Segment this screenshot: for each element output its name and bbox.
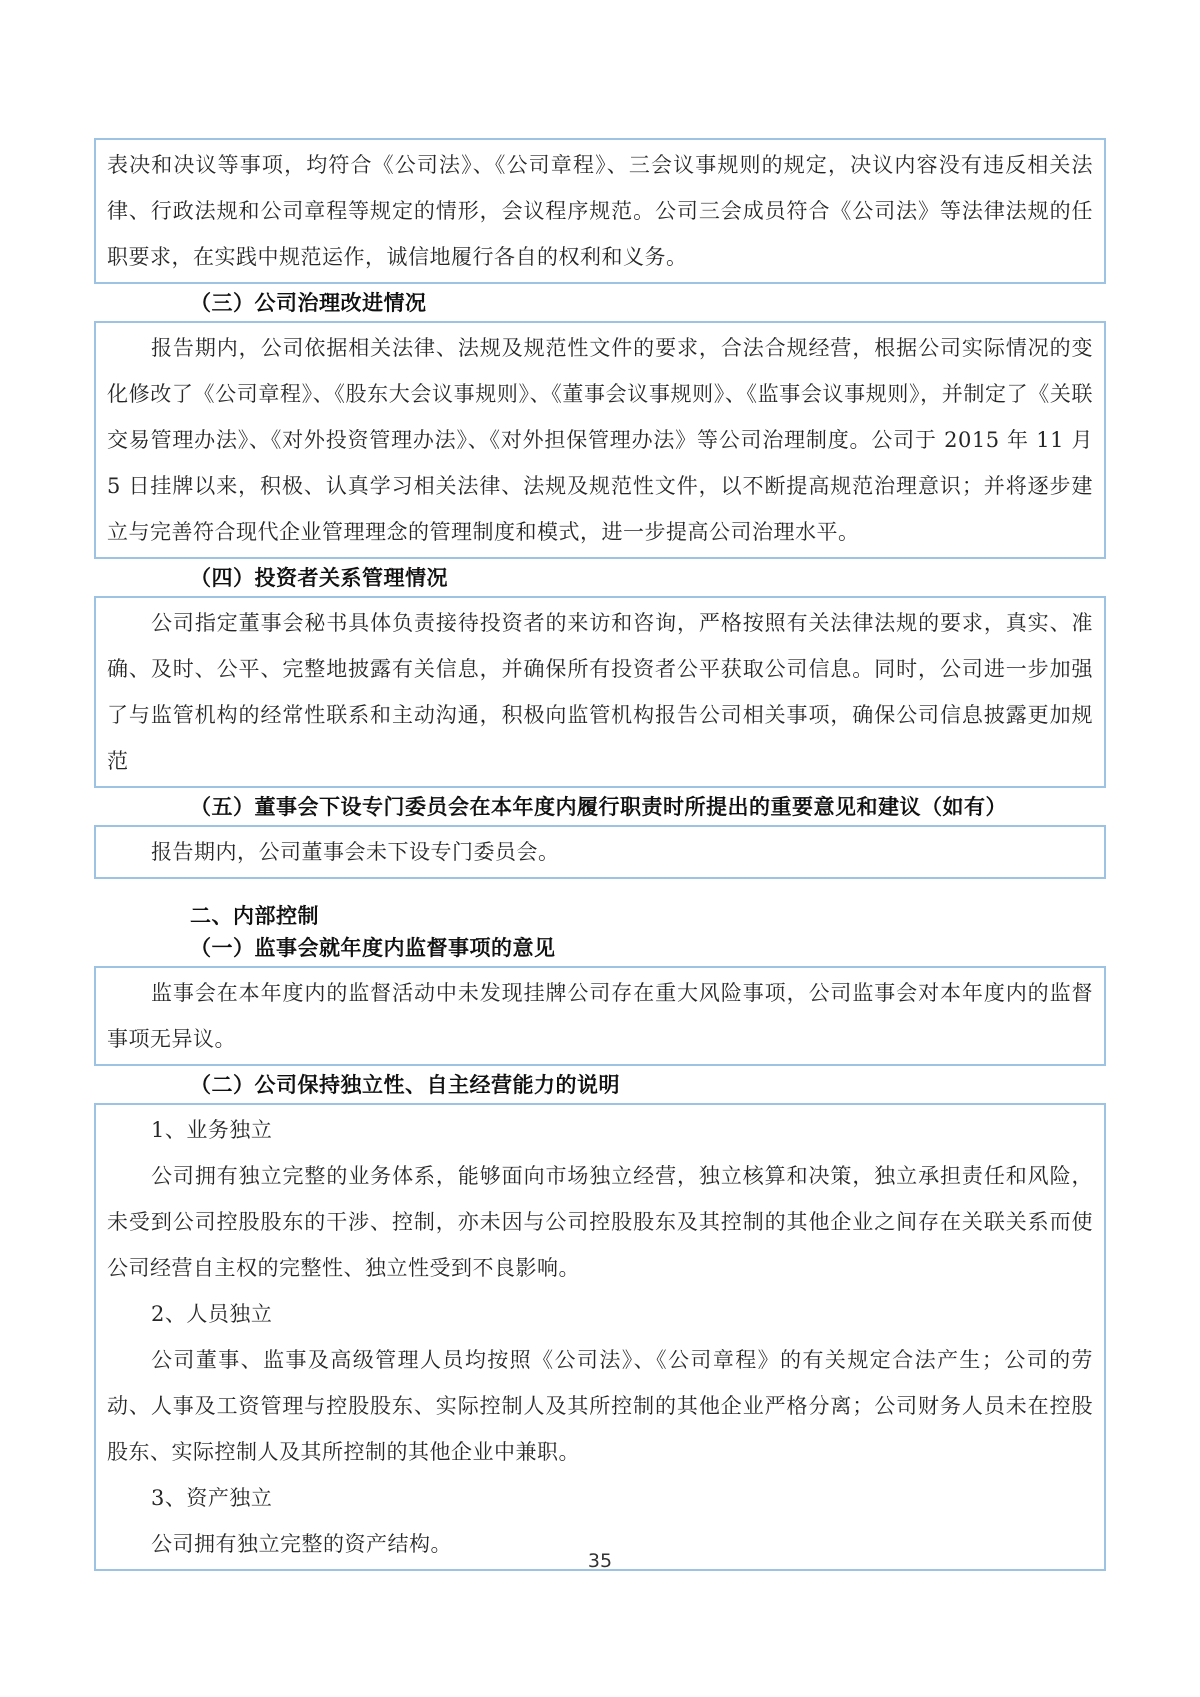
section-5-text-box: [94, 825, 1106, 879]
heading-section-5: （五）董事会下设专门委员会在本年度内履行职责时所提出的重要意见和建议（如有）: [190, 795, 1007, 819]
heading-part-2-section-1: （一）监事会就年度内监督事项的意见: [190, 936, 556, 960]
paragraph: 监事会在本年度内的监督活动中未发现挂牌公司存在重大风险事项，公司监事会对本年度内的监督事项无异议。: [107, 981, 1093, 1051]
part-2-section-2-text-box: [94, 1103, 1106, 1571]
section-4-text-box: [94, 596, 1106, 788]
list-item-title: 1、业务独立: [151, 1118, 273, 1142]
paragraph: 公司指定董事会秘书具体负责接待投资者的来访和咨询，严格按照有关法律法规的要求，真实、准确、及时、公平、完整地披露有关信息，并确保所有投资者公平获取公司信息。同时，公司进一步加强了与监管机构的经常性联系和主动沟通，积极向监管机构报告公司相关事项，确保公司信息披露更加规范: [107, 611, 1093, 773]
list-item-title: 2、人员独立: [151, 1302, 273, 1326]
heading-part-2-internal-control: 二、内部控制: [190, 904, 319, 928]
section-3-text-box: [94, 321, 1106, 559]
page-number: 35: [587, 1550, 613, 1572]
heading-part-2-section-2: （二）公司保持独立性、自主经营能力的说明: [190, 1073, 620, 1097]
list-item-body: 公司拥有独立完整的资产结构。: [151, 1532, 452, 1556]
list-item-body: 公司拥有独立完整的业务体系，能够面向市场独立经营，独立核算和决策，独立承担责任和风险，未受到公司控股股东的干涉、控制，亦未因与公司控股股东及其控制的其他企业之间存在关联关系而使公司经营自主权的完整性、独立性受到不良影响。: [107, 1164, 1093, 1280]
list-item-title: 3、资产独立: [151, 1486, 273, 1510]
paragraph: 报告期内，公司依据相关法律、法规及规范性文件的要求，合法合规经营，根据公司实际情况的变化修改了《公司章程》、《股东大会议事规则》、《董事会议事规则》、《监事会议事规则》，并制定了《关联交易管理办法》、《对外投资管理办法》、《对外担保管理办法》等公司治理制度。公司于 2015 年 11 月 5 日挂牌以来，积极、认真学习相关法律、法规及规范性文件，以不断提高规范治理意识；并将逐步建立与完善符合现代企业管理理念的管理制度和模式，进一步提高公司治理水平。: [107, 336, 1093, 544]
part-2-section-1-text-box: [94, 966, 1106, 1066]
heading-section-3: （三）公司治理改进情况: [190, 291, 427, 315]
list-item-body: 公司董事、监事及高级管理人员均按照《公司法》、《公司章程》的有关规定合法产生；公司的劳动、人事及工资管理与控股股东、实际控制人及其所控制的其他企业严格分离；公司财务人员未在控股股东、实际控制人及其所控制的其他企业中兼职。: [107, 1348, 1093, 1464]
paragraph: 报告期内，公司董事会未下设专门委员会。: [151, 840, 560, 864]
paragraph: 表决和决议等事项，均符合《公司法》、《公司章程》、三会议事规则的规定，决议内容没有违反相关法律、行政法规和公司章程等规定的情形，会议程序规范。公司三会成员符合《公司法》等法律法规的任职要求，在实践中规范运作，诚信地履行各自的权利和义务。: [107, 153, 1093, 269]
carryover-text-box: [94, 138, 1106, 284]
page-content: [94, 138, 1106, 1571]
heading-section-4: （四）投资者关系管理情况: [190, 566, 448, 590]
